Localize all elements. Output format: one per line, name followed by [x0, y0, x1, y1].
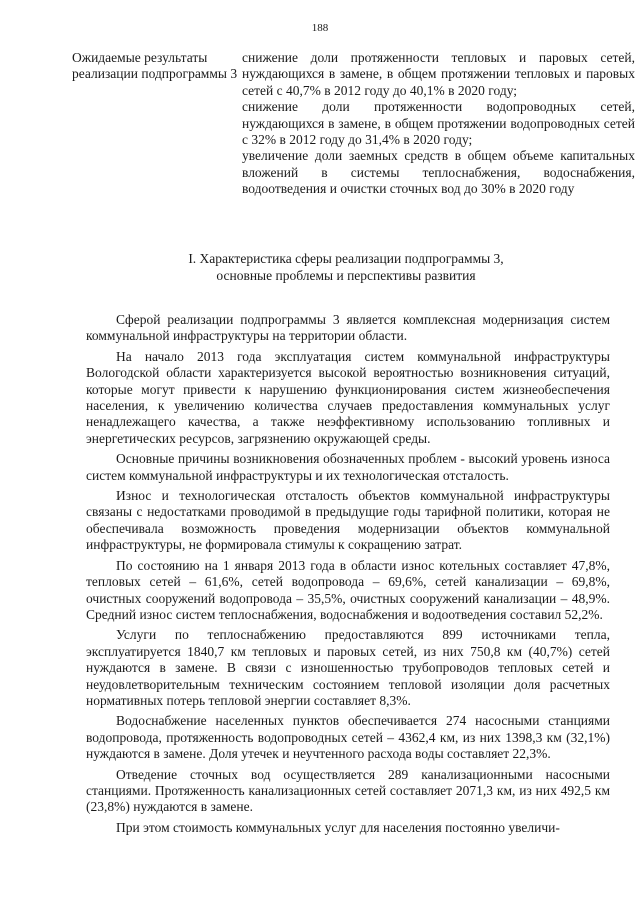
expected-results-block: [72, 50, 638, 198]
paragraph: При этом стоимость коммунальных услуг для населения постоянно увеличи-: [116, 819, 560, 835]
paragraph: Основные причины возникновения обозначенных проблем - высокий уровень износа систем коммунальной инфраструктуры и их технологическая отсталость.: [86, 451, 610, 483]
section-heading-line: основные проблемы и перспективы развития: [216, 268, 476, 283]
expected-result-item: снижение доли протяженности тепловых и паровых сетей, нуждающихся в замене, в общем протяжении тепловых и паровых сетей с 40,7% в 2012 году до 40,1% в 2020 году;: [242, 50, 635, 98]
paragraph: Износ и технологическая отсталость объектов коммунальной инфраструктуры связаны с недостатками проводимой в предыдущие годы тарифной политики, которая не обеспечивала возможность проведения модернизации объектов коммунальной инфраструктуры, не формировала стимулы к сокращению затрат.: [86, 488, 610, 553]
paragraph: Услуги по теплоснабжению предоставляются 899 источниками тепла, эксплуатируется 1840,7 км тепловых и паровых сетей, из них 750,8 км (40,7%) сетей нуждаются в замене. В связи с изношенностью трубопроводов тепловых сетей и неудовлетворительным техническим состоянием тепловой изоляции доля расчетных нормативных потерь тепловой энергии составляет 8,3%.: [86, 627, 610, 708]
expected-results-label: Ожидаемые результаты реализации подпрограммы 3: [72, 50, 238, 82]
body-text: [86, 312, 610, 840]
paragraph: Отведение сточных вод осуществляется 289 канализационными насосными станциями. Протяженность канализационных сетей составляет 2071,3 км, из них 492,5 км (23,8%) нуждаются в замене.: [86, 766, 610, 815]
section-heading-line: I. Характеристика сферы реализации подпрограммы 3,: [188, 251, 504, 266]
section-heading: [96, 250, 596, 284]
expected-results-list: [242, 50, 635, 198]
paragraph: Сферой реализации подпрограммы 3 является комплексная модернизация систем коммунальной инфраструктуры на территории области.: [86, 312, 610, 344]
expected-result-item: увеличение доли заемных средств в общем объеме капитальных вложений в системы теплоснабжения, водоснабжения, водоотведения и очистки сточных вод до 30% в 2020 году: [242, 148, 635, 197]
page-number: 188: [311, 22, 329, 34]
expected-result-item: снижение доли протяженности водопроводных сетей, нуждающихся в замене, в общем протяжении водопроводных сетей с 32% в 2012 году до 31,4% в 2020 году;: [242, 99, 635, 148]
paragraph: Водоснабжение населенных пунктов обеспечивается 274 насосными станциями водопровода, протяженность водопроводных сетей – 4362,4 км, из них 1398,3 км (32,1%) нуждаются в замене. Доля утечек и неучтенного расхода воды составляет 22,3%.: [86, 713, 610, 762]
paragraph: По состоянию на 1 января 2013 года в области износ котельных составляет 47,8%, тепловых сетей – 61,6%, сетей водопровода – 69,6%, сетей канализации – 69,8%, очистных сооружений водопровода – 35,5%, очистных сооружений канализации – 48,9%. Средний износ систем теплоснабжения, водоснабжения и водоотведения составил 52,2%.: [86, 557, 610, 622]
paragraph: На начало 2013 года эксплуатация систем коммунальной инфраструктуры Вологодской области характеризуется высокой вероятностью возникновения ситуаций, которые могут привести к нарушению функционирования систем жизнеобеспечения населения, к увеличению количества случаев предоставления коммунальных услуг ненадлежащего качества, а также неэффективному использованию топливных и энергетических ресурсов, загрязнению окружающей среды.: [86, 348, 610, 446]
